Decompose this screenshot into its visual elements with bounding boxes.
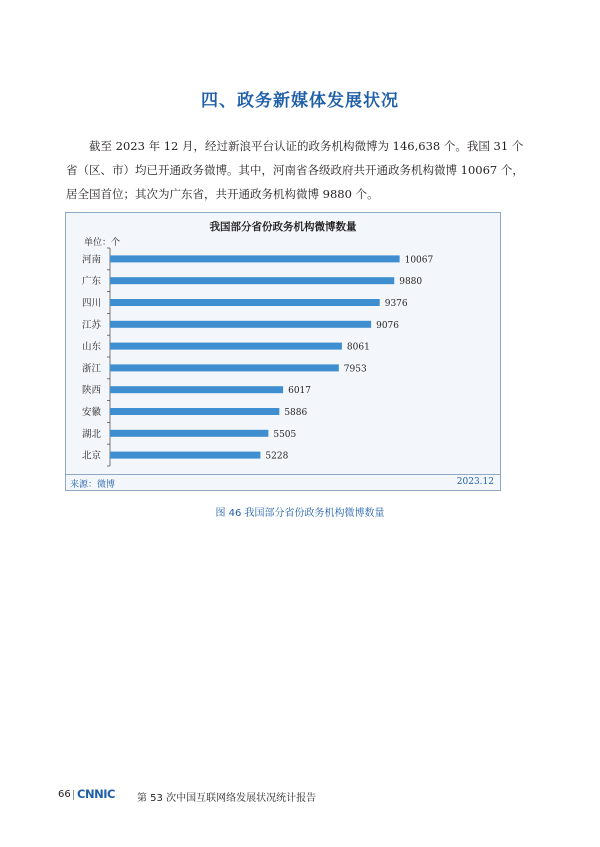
body-paragraph: [66, 134, 536, 206]
category-label: 河南: [82, 254, 102, 266]
category-label: 山东: [82, 341, 102, 353]
category-label: 江苏: [82, 319, 102, 331]
value-label: 6017: [288, 386, 312, 397]
page-number: 66: [58, 789, 71, 800]
paragraph-line: 截至 2023 年 12 月，经过新浪平台认证的政务机构微博为 146,638 个。我国 31 个: [89, 139, 524, 153]
category-label: 浙江: [82, 363, 102, 375]
bar: [110, 452, 260, 459]
chart-unit-label: 单位：个: [84, 238, 121, 248]
value-label: 9376: [384, 299, 408, 309]
category-label: 陕西: [82, 385, 102, 397]
chart-panel: [65, 212, 501, 491]
value-label: 8061: [346, 342, 370, 353]
value-label: 10067: [404, 255, 434, 266]
chart-source-bar: [66, 474, 500, 490]
cnnic-logo: CNNIC: [77, 787, 115, 801]
paragraph-line: 省（区、市）均已开通政务微博。其中，河南省各级政府共开通政务机构微博 10067 个，: [66, 163, 524, 177]
footer-divider: [73, 790, 74, 800]
figure-caption: 图 46 我国部分省份政务机构微博数量: [215, 508, 385, 519]
value-label: 9076: [376, 320, 400, 331]
bar: [110, 430, 268, 437]
category-label: 北京: [82, 450, 102, 462]
bar: [110, 364, 339, 371]
category-label: 广东: [82, 276, 102, 288]
section-heading: 四、政务新媒体发展状况: [201, 91, 399, 111]
chart-source: 来源：微博: [70, 480, 116, 490]
value-label: 5505: [273, 429, 297, 440]
bar: [110, 299, 380, 306]
category-label: 四川: [82, 298, 102, 309]
bar: [110, 386, 283, 393]
report-title: 第 53 次中国互联网络发展状况统计报告: [137, 793, 317, 804]
paragraph-line: 居全国首位；其次为广东省，共开通政务机构微博 9880 个。: [66, 187, 379, 201]
category-label: 安徽: [82, 407, 102, 418]
chart-date: 2023.12: [456, 477, 494, 487]
value-label: 5228: [265, 451, 289, 462]
bar: [110, 321, 371, 328]
value-label: 7953: [343, 364, 367, 375]
bar: [110, 277, 394, 284]
chart-title: 我国部分省份政务机构微博数量: [209, 221, 357, 233]
bar: [110, 408, 279, 415]
bar: [110, 343, 342, 350]
value-label: 5886: [284, 408, 308, 418]
bar-chart: [66, 213, 500, 473]
category-label: 湖北: [82, 428, 102, 440]
value-label: 9880: [399, 277, 423, 288]
bar: [110, 255, 400, 262]
